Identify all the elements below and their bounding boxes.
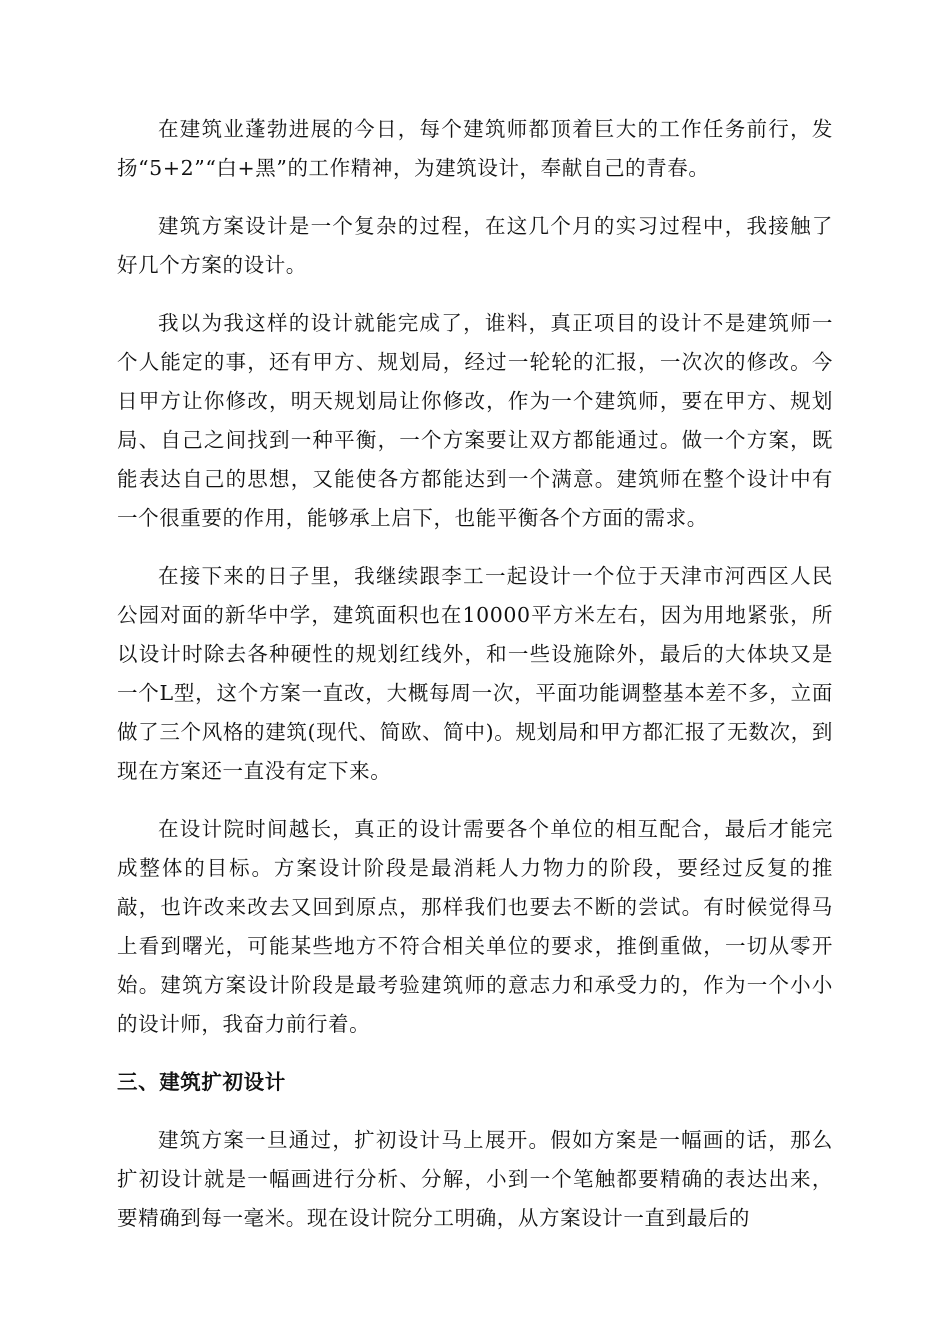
paragraph-scheme-design-intro: 建筑方案设计是一个复杂的过程，在这几个月的实习过程中，我接触了好几个方案的设计。	[117, 214, 833, 277]
paragraph-balancing-parties: 我以为我这样的设计就能完成了，谁料，真正项目的设计不是建筑师一个人能定的事，还有甲方、规划局，经过一轮轮的汇报，一次次的修改。今日甲方让你修改，明天规划局让你修改，作为一个建筑师，要在甲方、规划局、自己之间找到一种平衡，一个方案要让双方都能通过。做一个方案，既能表达自己的思想，又能使各方都能达到一个满意。建筑师在整个设计中有一个很重要的作用，能够承上启下，也能平衡各个方面的需求。	[117, 311, 833, 530]
paragraph-xinhua-school-project: 在接下来的日子里，我继续跟李工一起设计一个位于天津市河西区人民公园对面的新华中学，建筑面积也在10000平方米左右，因为用地紧张，所以设计时除去各种硬性的规划红线外，和一些设施除外，最后的大体块又是一个L型，这个方案一直改，大概每周一次，平面功能调整基本差不多，立面做了三个风格的建筑(现代、简欧、简中)。规划局和甲方都汇报了无数次，到现在方案还一直没有定下来。	[117, 564, 833, 783]
paragraph-preliminary-design: 建筑方案一旦通过，扩初设计马上展开。假如方案是一幅画的话，那么扩初设计就是一幅画进行分析、分解，小到一个笔触都要精确的表达出来，要精确到每一毫米。现在设计院分工明确，从方案设计一直到最后的	[117, 1128, 833, 1230]
section-heading: 三、建筑扩初设计	[117, 1070, 286, 1094]
paragraph-design-institute-reflection: 在设计院时间越长，真正的设计需要各个单位的相互配合，最后才能完成整体的目标。方案设计阶段是最消耗人力物力的阶段，要经过反复的推敲，也许改来改去又回到原点，那样我们也要去不断的尝试。有时候觉得马上看到曙光，可能某些地方不符合相关单位的要求，推倒重做，一切从零开始。建筑方案设计阶段是最考验建筑师的意志力和承受力的，作为一个小小的设计师，我奋力前行着。	[117, 817, 833, 1036]
document-body	[117, 110, 833, 1257]
paragraph-work-spirit: 在建筑业蓬勃进展的今日，每个建筑师都顶着巨大的工作任务前行，发扬“5+2”“白+黑”的工作精神，为建筑设计，奉献自己的青春。	[117, 117, 833, 180]
